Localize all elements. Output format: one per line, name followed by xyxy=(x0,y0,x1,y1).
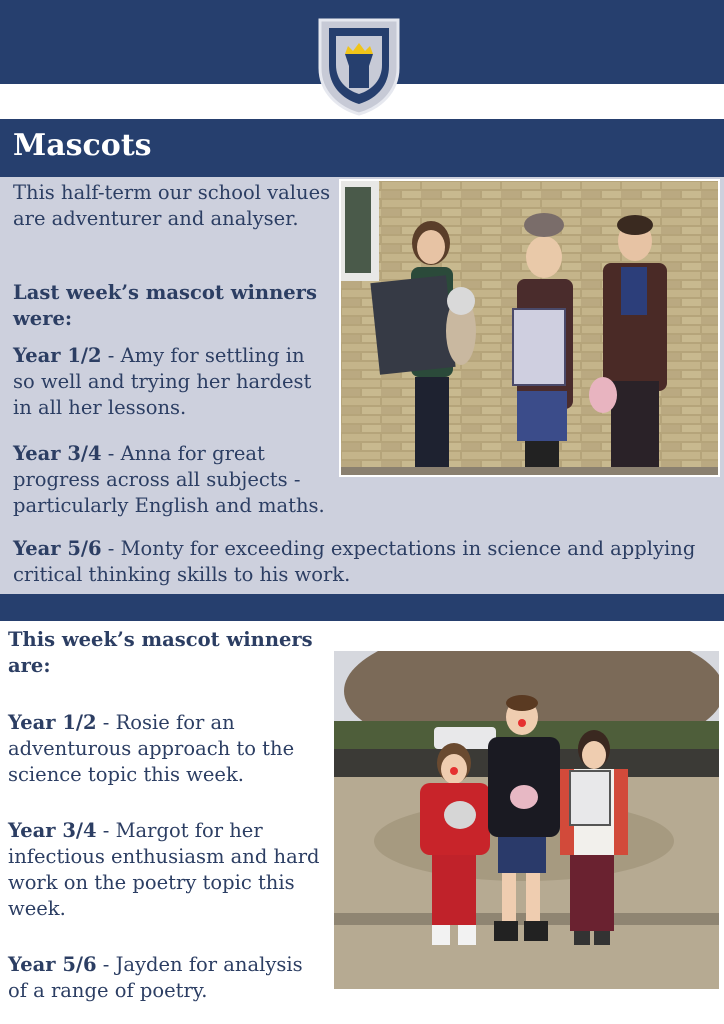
last-week-item: Year 5/6 - Monty for exceeding expectations in science and applying critical thinking skills to his work. xyxy=(13,537,696,586)
school-crest-icon xyxy=(316,16,402,116)
last-week-winners-photo xyxy=(339,179,720,477)
this-week-item: Year 5/6 - Jayden for analysis of a range of poetry. xyxy=(8,953,303,1002)
last-week-item: Year 3/4 - Anna for great progress across all subjects - particularly English and maths. xyxy=(13,442,325,517)
this-week-item: Year 3/4 - Margot for her infectious enthusiasm and hard work on the poetry topic this week. xyxy=(8,819,320,920)
intro-text: This half-term our school values are adventurer and analyser. xyxy=(13,181,331,230)
this-week-winners-photo xyxy=(334,651,719,989)
last-week-item: Year 1/2 - Amy for settling in so well and trying her hardest in all her lessons. xyxy=(13,344,312,419)
this-week-item: Year 1/2 - Rosie for an adventurous approach to the science topic this week. xyxy=(8,711,295,786)
divider-band xyxy=(0,594,724,621)
section-title: Mascots xyxy=(13,128,152,163)
this-week-heading: This week’s mascot winners are: xyxy=(8,628,313,677)
last-week-heading: Last week’s mascot winners were: xyxy=(13,281,317,330)
